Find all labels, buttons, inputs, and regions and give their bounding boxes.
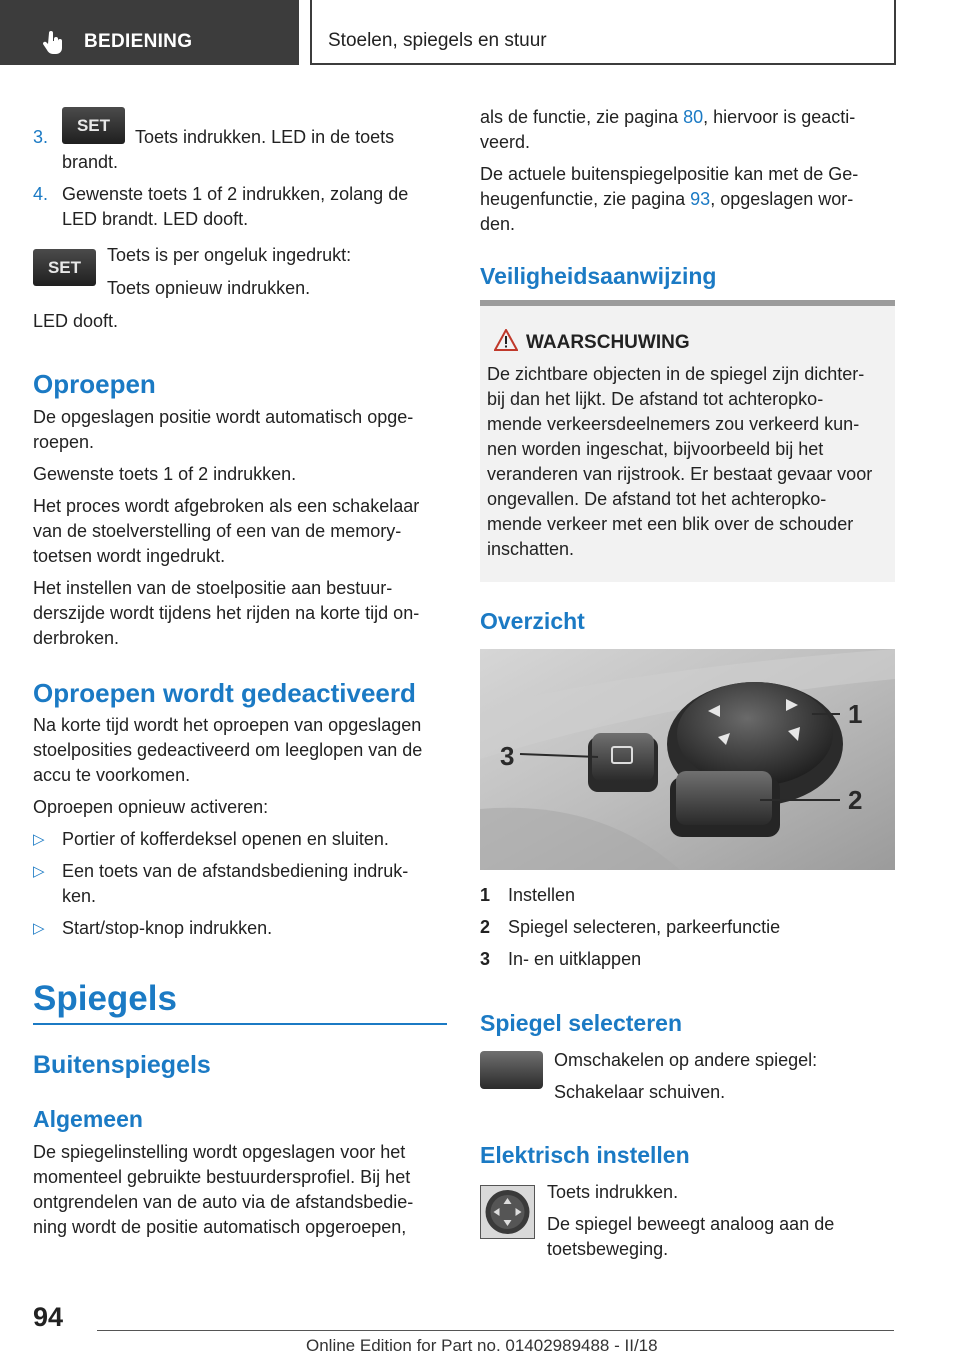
warning-text: ongevallen. De afstand tot het achteropko- bbox=[487, 489, 827, 509]
warning-title: WAARSCHUWING bbox=[526, 332, 690, 353]
body-text: ontgrendelen van de auto via de afstandsbedie- bbox=[33, 1192, 414, 1212]
heading-veiligheid: Veiligheidsaanwijzing bbox=[480, 263, 717, 289]
body-text: toetsen wordt ingedrukt. bbox=[33, 546, 226, 566]
step-3-number: 3. bbox=[33, 127, 49, 147]
body-text: momenteel gebruikte bestuurdersprofiel. Bij het bbox=[33, 1167, 411, 1187]
heading-spiegel-selecteren: Spiegel selecteren bbox=[480, 1010, 682, 1036]
body-text: Na korte tijd wordt het oproepen van opgeslagen bbox=[33, 715, 422, 735]
bullet-triangle-icon: ▷ bbox=[33, 920, 45, 937]
body-text: Het instellen van de stoelpositie aan bestuur- bbox=[33, 578, 393, 598]
legend-text: Spiegel selecteren, parkeerfunctie bbox=[508, 917, 781, 937]
heading-underline bbox=[33, 1023, 447, 1025]
hand-touch-icon bbox=[40, 29, 66, 55]
body-text: LED dooft. bbox=[33, 311, 119, 331]
body-text: Het proces wordt afgebroken als een schakelaar bbox=[33, 496, 420, 516]
body-text: De spiegelinstelling wordt opgeslagen voor het bbox=[33, 1142, 406, 1162]
warning-triangle-icon bbox=[494, 329, 518, 351]
warning-text: mende verkeer met een blik over de schouder bbox=[487, 514, 854, 534]
step-3-text: Toets indrukken. LED in de toets bbox=[135, 127, 395, 147]
body-text: Toets indrukken. bbox=[547, 1182, 679, 1202]
list-item: Een toets van de afstandsbediening indruk- bbox=[62, 861, 409, 881]
page-link-93[interactable]: 93 bbox=[690, 189, 711, 209]
body-text: veerd. bbox=[480, 132, 531, 152]
bullet-triangle-icon: ▷ bbox=[33, 863, 45, 880]
adjust-knob-image bbox=[480, 1185, 535, 1239]
step-3-text-cont: brandt. bbox=[62, 152, 119, 172]
body-text: van de stoelverstelling of een van de memory- bbox=[33, 521, 402, 541]
heading-buitenspiegels: Buitenspiegels bbox=[33, 1051, 211, 1079]
heading-oproepen: Oproepen bbox=[33, 369, 156, 399]
body-text: roepen. bbox=[33, 432, 95, 452]
page-link-80[interactable]: 80 bbox=[683, 107, 704, 127]
mirror-controls-image bbox=[480, 649, 895, 870]
note-text: Toets is per ongeluk ingedrukt: bbox=[107, 245, 352, 265]
body-text: Oproepen opnieuw activeren: bbox=[33, 797, 269, 817]
chapter-tab bbox=[310, 0, 896, 65]
body-text: Schakelaar schuiven. bbox=[554, 1082, 726, 1102]
section-tab bbox=[0, 0, 299, 65]
step-4-number: 4. bbox=[33, 184, 49, 204]
legend-text: Instellen bbox=[508, 885, 576, 905]
bullet-triangle-icon: ▷ bbox=[33, 831, 45, 848]
warning-text: bij dan het lijkt. De afstand tot achteropko- bbox=[487, 389, 824, 409]
heading-deactivated: Oproepen wordt gedeactiveerd bbox=[33, 678, 416, 708]
list-item: Start/stop-knop indrukken. bbox=[62, 918, 273, 938]
body-text: De actuele buitenspiegelpositie kan met de Ge- bbox=[480, 164, 859, 184]
body-text: toetsbeweging. bbox=[547, 1239, 669, 1259]
body-text: ning wordt de positie automatisch opgeroepen, bbox=[33, 1217, 407, 1237]
body-text: den. bbox=[480, 214, 516, 234]
callout-3: 3 bbox=[500, 741, 515, 771]
step-4-text: Gewenste toets 1 of 2 indrukken, zolang de bbox=[62, 184, 409, 204]
list-item: ken. bbox=[62, 886, 97, 906]
selector-switch-image bbox=[480, 1051, 543, 1089]
warning-text: mende verkeersdeelnemers zou verkeerd kun- bbox=[487, 414, 860, 434]
body-text: De spiegel beweegt analoog aan de bbox=[547, 1214, 835, 1234]
body-text: derbroken. bbox=[33, 628, 120, 648]
footer-edition: Online Edition for Part no. 01402989488 - II/18 bbox=[306, 1336, 658, 1355]
set-button-image: SET bbox=[33, 249, 96, 286]
legend-text: In- en uitklappen bbox=[508, 949, 642, 969]
body-text: accu te voorkomen. bbox=[33, 765, 191, 785]
warning-text: De zichtbare objecten in de spiegel zijn dichter- bbox=[487, 364, 865, 384]
body-text: Omschakelen op andere spiegel: bbox=[554, 1050, 818, 1070]
list-item: Portier of kofferdeksel openen en sluiten. bbox=[62, 829, 389, 849]
body-text: Gewenste toets 1 of 2 indrukken. bbox=[33, 464, 297, 484]
callout-2: 2 bbox=[848, 785, 863, 815]
body-text: derszijde wordt tijdens het rijden na korte tijd on- bbox=[33, 603, 420, 623]
body-text: stoelposities gedeactiveerd om leeglopen van de bbox=[33, 740, 423, 760]
legend-number: 3 bbox=[480, 949, 491, 969]
heading-overzicht: Overzicht bbox=[480, 608, 585, 634]
note-text: Toets opnieuw indrukken. bbox=[107, 278, 311, 298]
footer-divider bbox=[97, 1330, 894, 1331]
body-text: als de functie, zie pagina 80, hiervoor is geacti- bbox=[480, 107, 856, 127]
page-number: 94 bbox=[33, 1302, 64, 1332]
set-button-image: SET bbox=[62, 107, 125, 144]
body-text: De opgeslagen positie wordt automatisch opge- bbox=[33, 407, 414, 427]
body-text: heugenfunctie, zie pagina 93, opgeslagen wor- bbox=[480, 189, 854, 209]
heading-algemeen: Algemeen bbox=[33, 1106, 143, 1132]
warning-text: inschatten. bbox=[487, 539, 575, 559]
warning-text: veranderen van rijstrook. Er bestaat gevaar voor bbox=[487, 464, 873, 484]
callout-1: 1 bbox=[848, 699, 863, 729]
chapter-title: Stoelen, spiegels en stuur bbox=[328, 30, 547, 51]
step-4-text-cont: LED brandt. LED dooft. bbox=[62, 209, 249, 229]
warning-text: nen worden ingeschat, bijvoorbeeld bij het bbox=[487, 439, 824, 459]
legend-number: 2 bbox=[480, 917, 491, 937]
legend-number: 1 bbox=[480, 885, 491, 905]
warning-box bbox=[480, 300, 895, 582]
heading-elektrisch-instellen: Elektrisch instellen bbox=[480, 1142, 690, 1168]
heading-spiegels: Spiegels bbox=[33, 979, 177, 1018]
section-title: BEDIENING bbox=[84, 31, 193, 52]
